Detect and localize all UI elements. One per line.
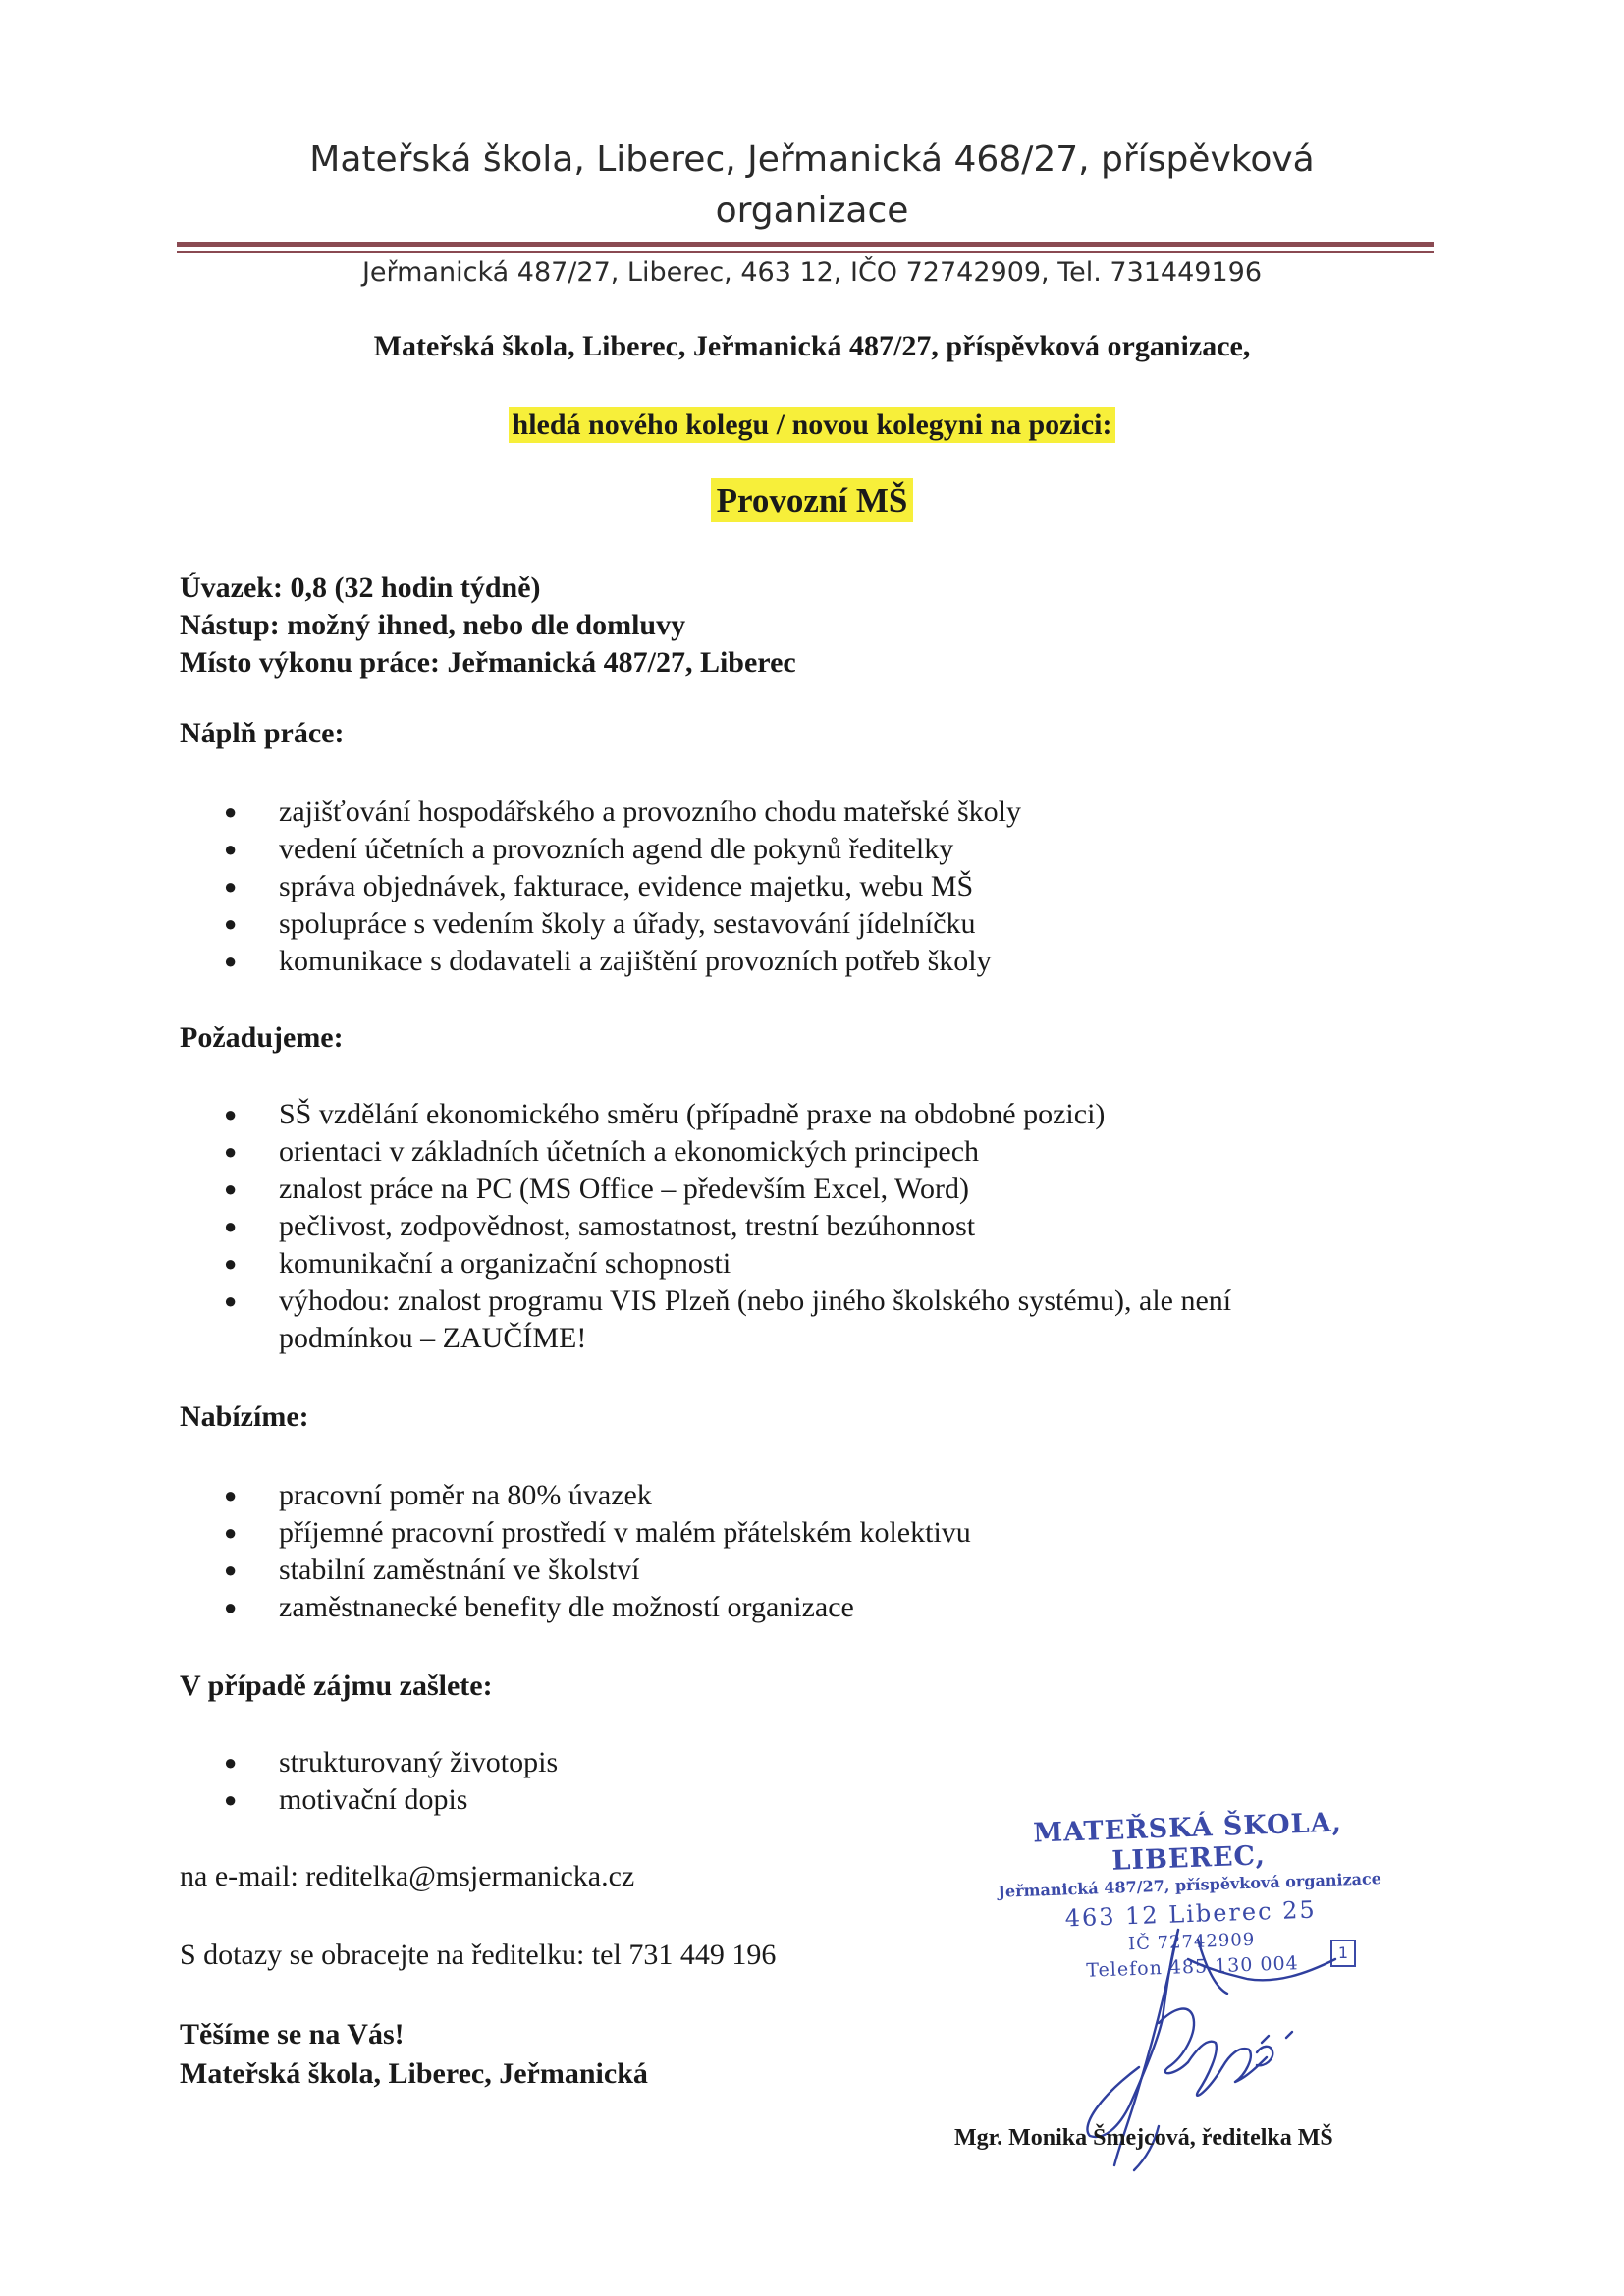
position-title <box>0 481 1624 520</box>
info-nastup: Nástup: možný ihned, nebo dle domluvy <box>180 609 686 641</box>
list-zajem <box>224 1744 1402 1819</box>
list-item: ● stabilní zaměstnání ve školství <box>224 1552 1402 1589</box>
list-item: ● zaměstnanecké benefity dle možností organizace <box>224 1589 1402 1626</box>
closing-line-1: Těšíme se na Vás! <box>180 2018 405 2050</box>
letterhead-rule <box>177 242 1434 247</box>
info-uvazek: Úvazek: 0,8 (32 hodin týdně) <box>180 572 541 604</box>
stamp-line-4: IČ 72742909 <box>1127 1929 1256 1955</box>
signer-name: Mgr. Monika Šmejcová, ředitelka MŠ <box>954 2125 1333 2151</box>
bullet-icon: ● <box>224 1595 238 1619</box>
list-item: ● pracovní poměr na 80% úvazek <box>224 1477 1402 1514</box>
bullet-icon: ● <box>224 949 238 973</box>
list-item: ● příjemné pracovní prostředí v malém přátelském kolektivu <box>224 1514 1402 1552</box>
bullet-icon: ● <box>224 1139 238 1164</box>
list-item: ● SŠ vzdělání ekonomického směru (případně praxe na obdobné pozici) <box>224 1096 1402 1133</box>
letterhead-title-continued: organizace <box>715 191 909 231</box>
bullet-icon: ● <box>224 874 238 899</box>
list-item: ● komunikační a organizační schopnosti <box>224 1245 1402 1283</box>
highlight-text: hledá nového kolegu / novou kolegyni na pozici: <box>509 407 1116 443</box>
list-item: ● orientaci v základních účetních a ekonomických principech <box>224 1133 1402 1171</box>
bullet-icon: ● <box>224 911 238 936</box>
list-item: ● správa objednávek, fakturace, evidence majetku, webu MŠ <box>224 868 1402 905</box>
bullet-icon: ● <box>224 1251 238 1276</box>
list-item: ● zajišťování hospodářského a provozního chodu mateřské školy <box>224 793 1402 831</box>
bullet-icon: ● <box>224 1520 238 1545</box>
list-item: ● spolupráce s vedením školy a úřady, sestavování jídelníčku <box>224 905 1402 943</box>
letterhead-rule-thin <box>177 251 1434 253</box>
list-pozadujeme <box>224 1096 1402 1357</box>
closing-line-2: Mateřská škola, Liberec, Jeřmanická <box>180 2057 648 2090</box>
bullet-icon: ● <box>224 1483 238 1507</box>
stamp-line-2: Jeřmanická 487/27, příspěvková organizace <box>998 1869 1382 1901</box>
list-item: ● pečlivost, zodpovědnost, samostatnost, trestní bezúhonnost <box>224 1208 1402 1245</box>
bullet-icon: ● <box>224 1558 238 1582</box>
section-heading-nabizime: Nabízíme: <box>180 1400 309 1433</box>
email-line: na e-mail: reditelka@msjermanicka.cz <box>180 1860 635 1892</box>
stamp-box: 1 <box>1330 1940 1356 1967</box>
letterhead-address: Jeřmanická 487/27, Liberec, 463 12, IČO 72742909, Tel. 731449196 <box>361 257 1263 288</box>
section-heading-naplne: Náplň práce: <box>180 717 345 749</box>
section-heading-zajem: V případě zájmu zašlete: <box>180 1669 493 1702</box>
intro-text: Mateřská škola, Liberec, Jeřmanická 487/27, příspěvková organizace, <box>373 330 1251 362</box>
bullet-icon: ● <box>224 799 238 824</box>
stamp-line-5: Telefon 485 130 004 <box>1086 1952 1300 1982</box>
bullet-icon: ● <box>224 1176 238 1201</box>
list-item: ● výhodou: znalost programu VIS Plzeň (nebo jiného školského systému), ale není podmínkou – ZAUČÍME! <box>224 1285 1232 1354</box>
list-nabizime <box>224 1477 1402 1626</box>
dotazy-line: S dotazy se obracejte na ředitelku: tel 731 449 196 <box>180 1939 777 1971</box>
stamp-line-1: MATEŘSKÁ ŠKOLA, LIBEREC, <box>1032 1807 1343 1877</box>
bullet-icon: ● <box>224 1102 238 1126</box>
bullet-icon: ● <box>224 837 238 861</box>
bullet-icon: ● <box>224 1214 238 1238</box>
list-item: ● znalost práce na PC (MS Office – především Excel, Word) <box>224 1171 1402 1208</box>
bullet-icon: ● <box>224 1750 238 1775</box>
list-item: ● strukturovaný životopis <box>224 1744 1402 1781</box>
list-item: ● motivační dopis <box>224 1781 1402 1819</box>
list-naplne <box>224 793 1402 980</box>
highlight-line <box>0 409 1624 442</box>
letterhead-title: Mateřská škola, Liberec, Jeřmanická 468/27, příspěvková <box>309 139 1315 180</box>
section-heading-pozadujeme: Požadujeme: <box>180 1021 344 1054</box>
stamp-line-3: 463 12 Liberec 25 <box>1064 1895 1318 1933</box>
position-text: Provozní MŠ <box>711 478 914 522</box>
list-item: ● komunikace s dodavateli a zajištění provozních potřeb školy <box>224 943 1402 980</box>
info-misto: Místo výkonu práce: Jeřmanická 487/27, Liberec <box>180 646 796 679</box>
bullet-icon: ● <box>224 1288 238 1313</box>
bullet-icon: ● <box>224 1787 238 1812</box>
list-item: ● vedení účetních a provozních agend dle pokynů ředitelky <box>224 831 1402 868</box>
